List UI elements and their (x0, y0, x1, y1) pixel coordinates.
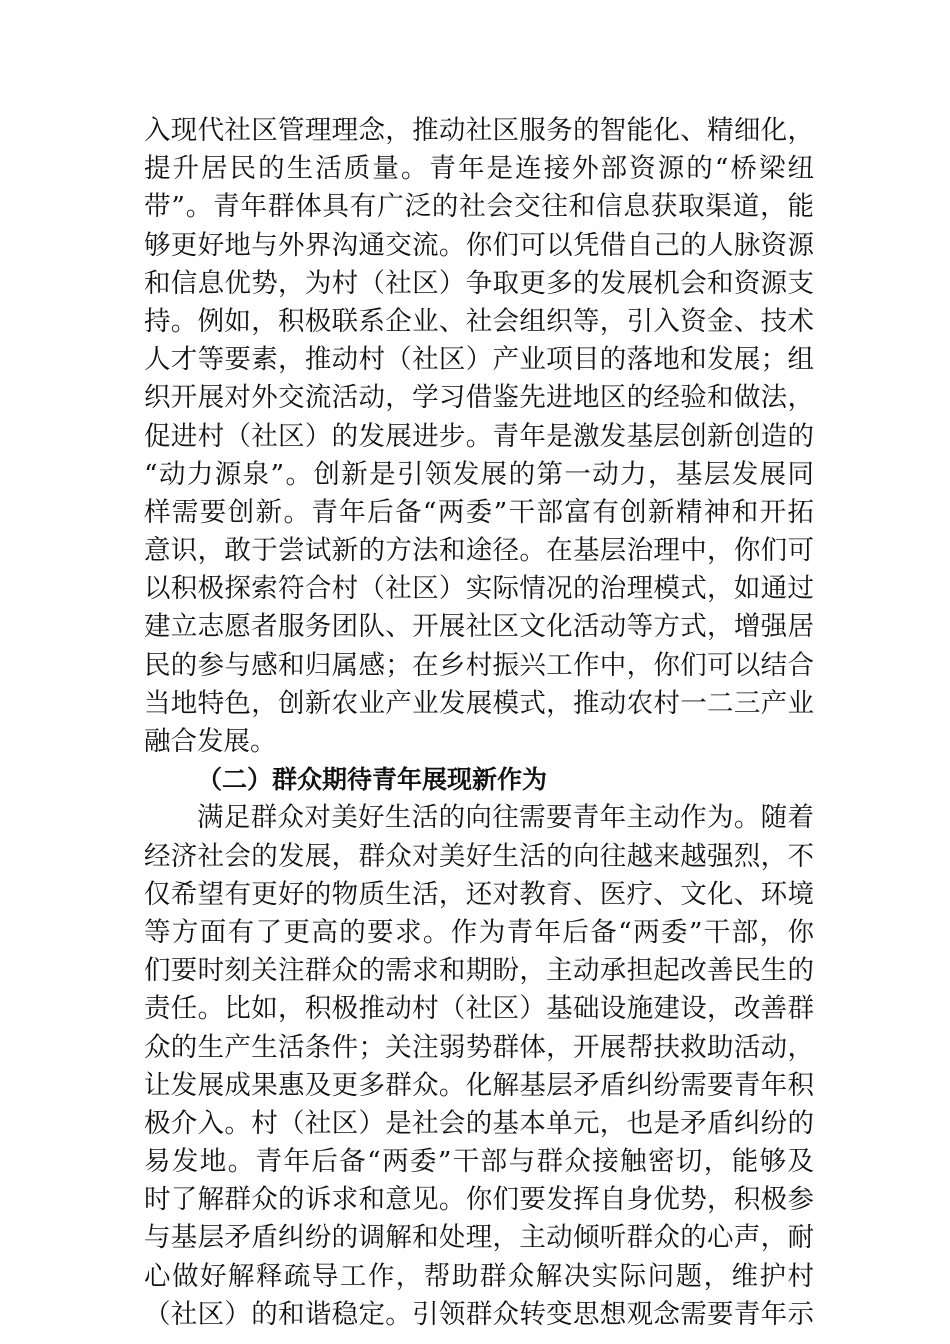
text-line: 织开展对外交流活动，学习借鉴先进地区的经验和做法， (144, 382, 814, 414)
text-line: 当地特色，创新农业产业发展模式，推动农村一二三产业 (144, 687, 814, 719)
text-line: 仅希望有更好的物质生活，还对教育、医疗、文化、环境 (144, 878, 814, 910)
text-line: 意识，敢于尝试新的方法和途径。在基层治理中，你们可 (144, 535, 814, 567)
text-line: 民的参与感和归属感；在乡村振兴工作中，你们可以结合 (144, 649, 814, 681)
text-line: 易发地。青年后备“两委”干部与群众接触密切，能够及 (144, 1146, 814, 1178)
text-line: 融合发展。 (144, 726, 277, 757)
text-line: 样需要创新。青年后备“两委”干部富有创新精神和开拓 (144, 496, 814, 528)
text-line: 够更好地与外界沟通交流。你们可以凭借自己的人脉资源 (144, 229, 814, 261)
text-line: 让发展成果惠及更多群众。化解基层矛盾纠纷需要青年积 (144, 1069, 814, 1101)
text-line: 入现代社区管理理念，推动社区服务的智能化、精细化， (144, 115, 814, 146)
text-line: 们要时刻关注群众的需求和期盼，主动承担起改善民生的 (144, 955, 814, 987)
text-line: 等方面有了更高的要求。作为青年后备“两委”干部，你 (144, 916, 814, 948)
text-line: 带”。青年群体具有广泛的社会交往和信息获取渠道，能 (144, 191, 814, 223)
text-line: 提升居民的生活质量。青年是连接外部资源的“桥梁纽 (144, 153, 814, 185)
text-line: 促进村（社区）的发展进步。青年是激发基层创新创造的 (144, 420, 814, 452)
text-line: 建立志愿者服务团队、开展社区文化活动等方式，增强居 (144, 611, 814, 643)
text-line: 与基层矛盾纠纷的调解和处理，主动倾听群众的心声，耐 (144, 1222, 814, 1254)
text-line: 和信息优势，为村（社区）争取更多的发展机会和资源支 (144, 267, 814, 299)
text-line: （社区）的和谐稳定。引领群众转变思想观念需要青年示 (144, 1298, 814, 1330)
text-line: 时了解群众的诉求和意见。你们要发挥自身优势，积极参 (144, 1184, 814, 1216)
text-line: 经济社会的发展，群众对美好生活的向往越来越强烈，不 (144, 840, 814, 872)
text-line: 极介入。村（社区）是社会的基本单元，也是矛盾纠纷的 (144, 1107, 814, 1139)
text-line: 以积极探索符合村（社区）实际情况的治理模式，如通过 (144, 573, 814, 605)
text-line: 责任。比如，积极推动村（社区）基础设施建设，改善群 (144, 993, 814, 1025)
text-line: 心做好解释疏导工作，帮助群众解决实际问题，维护村 (144, 1260, 814, 1292)
text-line: 人才等要素，推动村（社区）产业项目的落地和发展；组 (144, 344, 814, 376)
section-heading: （二）群众期待青年展现新作为 (197, 765, 548, 795)
text-line: “动力源泉”。创新是引领发展的第一动力，基层发展同 (144, 458, 814, 490)
text-line: 持。例如，积极联系企业、社会组织等，引入资金、技术 (144, 305, 814, 337)
text-line: 满足群众对美好生活的向往需要青年主动作为。随着 (197, 802, 814, 834)
text-line: 众的生产生活条件；关注弱势群体，开展帮扶救助活动， (144, 1031, 814, 1063)
document-body (144, 112, 814, 1334)
